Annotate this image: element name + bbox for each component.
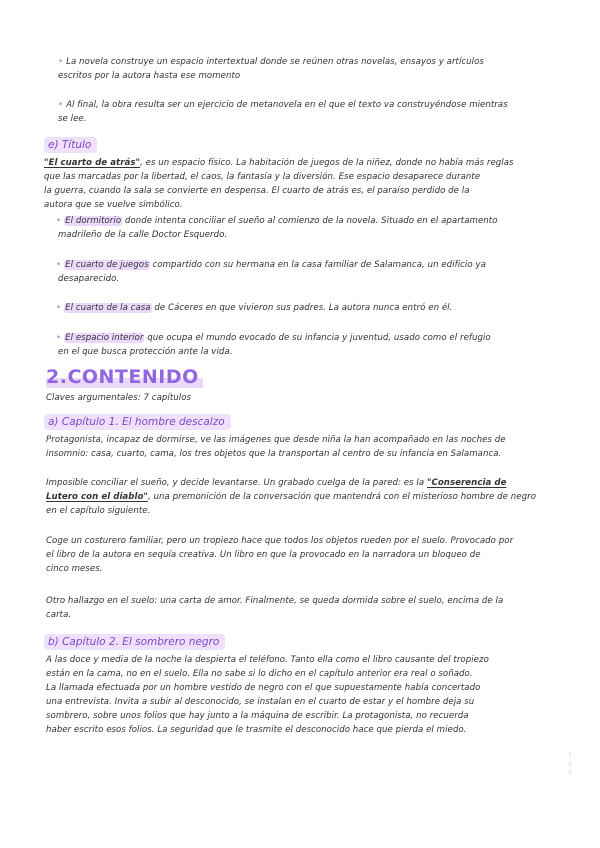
cap2-p1-line-5: sombrero, sobre unos folios que hay junto a la máquina de escribir. La protagonista, no recuerda bbox=[46, 711, 469, 721]
cap1-p1-line-2: insomnio: casa, cuarto, cama, los tres objetos que la transportan al centro de su infancia en Salamanca. bbox=[46, 449, 502, 459]
intro-bullet-1-line-2: escritos por la autora hasta ese momento bbox=[58, 71, 241, 81]
chapter-heading-1: a) Capítulo 1. El hombre descalzo bbox=[44, 414, 231, 430]
cap1-p3-line-3: cinco meses. bbox=[46, 564, 103, 574]
highlight-interior: El espacio interior bbox=[65, 333, 144, 343]
cap2-p1-line-6: haber escrito esos folios. La seguridad que le trasmite el desconocido hace que pierda el miedo. bbox=[46, 725, 467, 735]
margin-page-mark: 1 z y bbox=[568, 752, 572, 775]
titulo-bullet-casa-text: de Cáceres en que vivieron sus padres. La autora nunca entró en él. bbox=[151, 303, 453, 313]
titulo-bullet-dormitorio bbox=[56, 214, 498, 228]
titulo-bullet-juegos-line-2: desaparecido. bbox=[58, 274, 120, 284]
titulo-paragraph-line-2: que las marcadas por la libertad, el caos, la fantasía y la diversión. Ese espacio desaparece durante bbox=[44, 172, 481, 182]
titulo-quote: "El cuarto de atrás" bbox=[44, 158, 141, 168]
cap2-p1-line-4: una entrevista. Invita a subir al desconocido, se instalan en el cuarto de estar y el hombre deja su bbox=[46, 697, 475, 707]
section-heading-contenido: 2.CONTENIDO bbox=[46, 366, 203, 388]
cap1-p4-line-1: Otro hallazgo en el suelo: una carta de amor. Finalmente, se queda dormida sobre el suelo, encima de la bbox=[46, 596, 504, 606]
cap2-p1-line-2: están en la cama, no en el suelo. Ella no sabe si lo dicho en el capítulo anterior era real o soñado. bbox=[46, 669, 473, 679]
cap1-p2-line-3: en el capítulo siguiente. bbox=[46, 506, 151, 516]
section-heading-titulo: e) Título bbox=[44, 137, 97, 153]
cap1-p1-line-1: Protagonista, incapaz de dormirse, ve las imágenes que desde niña la han acompañado en las noches de bbox=[46, 435, 506, 445]
cap1-grabado-title-1: "Conserencia de bbox=[426, 478, 507, 488]
titulo-paragraph-line-4: autora que se vuelve simbólico. bbox=[44, 200, 183, 210]
claves-argumentales: Claves argumentales: 7 capítulos bbox=[46, 393, 192, 403]
chapter-heading-2: b) Capítulo 2. El sombrero negro bbox=[44, 634, 225, 650]
titulo-bullet-interior-line-2: en el que busca protección ante la vida. bbox=[58, 347, 233, 357]
highlight-casa: El cuarto de la casa bbox=[65, 303, 151, 313]
titulo-bullet-casa bbox=[56, 301, 452, 315]
cap1-p3-line-2: el libro de la autora en sequía creativa. Un libro en que la provocado en la narradora un bloqueo de bbox=[46, 550, 481, 560]
cap2-p1-line-1: A las doce y media de la noche la despierta el teléfono. Tanto ella como el libro causante del tropiezo bbox=[46, 655, 489, 665]
titulo-paragraph-line-1-rest: , es un espacio físico. La habitación de juegos de la niñez, donde no había más reglas bbox=[140, 158, 514, 168]
cap1-p3-line-1: Coge un costurero familiar, pero un tropiezo hace que todos los objetos rueden por el suelo. Provocado por bbox=[46, 536, 514, 546]
intro-bullet-2-line-1: • Al final, la obra resulta ser un ejercicio de metanovela en el que el texto va construyéndose mientras bbox=[58, 98, 508, 112]
cap2-p1-line-3: La llamada efectuada por un hombre vestido de negro con el que supuestamente había concertado bbox=[46, 683, 481, 693]
titulo-bullet-interior-text: que ocupa el mundo evocado de su infancia y juventud, usado como el refugio bbox=[144, 333, 491, 343]
highlight-dormitorio: El dormitorio bbox=[65, 216, 122, 226]
titulo-paragraph-line-3: la guerra, cuando la sala se convierte en despensa. El cuarto de atrás es, el paraíso perdido de la bbox=[44, 186, 470, 196]
cap1-p2-line-1-text: Imposible conciliar el sueño, y decide levantarse. Un grabado cuelga de la pared: es la bbox=[46, 478, 427, 488]
cap1-grabado-title-2: Lutero con el diablo" bbox=[46, 492, 148, 502]
cap1-p4-line-2: carta. bbox=[46, 610, 72, 620]
highlight-juegos: El cuarto de juegos bbox=[65, 260, 149, 270]
cap1-p2-line-2-text: , una premonición de la conversación que mantendrá con el misterioso hombre de negro bbox=[147, 492, 537, 502]
titulo-bullet-interior bbox=[56, 331, 491, 345]
intro-bullet-2-line-2: se lee. bbox=[58, 114, 87, 124]
titulo-bullet-juegos bbox=[56, 258, 486, 272]
cap1-p2-line-1 bbox=[46, 476, 506, 490]
titulo-bullet-dormitorio-text: donde intenta conciliar el sueño al comienzo de la novela. Situado en el apartamento bbox=[122, 216, 498, 226]
titulo-bullet-juegos-text: compartido con su hermana en la casa familiar de Salamanca, un edificio ya bbox=[149, 260, 486, 270]
cap1-p2-line-2 bbox=[46, 490, 536, 504]
titulo-paragraph-line-1 bbox=[44, 156, 514, 170]
intro-bullet-1-line-1: • La novela construye un espacio intertextual donde se reúnen otras novelas, ensayos y artículos bbox=[58, 55, 484, 69]
titulo-bullet-dormitorio-line-2: madrileño de la calle Doctor Esquerdo. bbox=[58, 230, 228, 240]
